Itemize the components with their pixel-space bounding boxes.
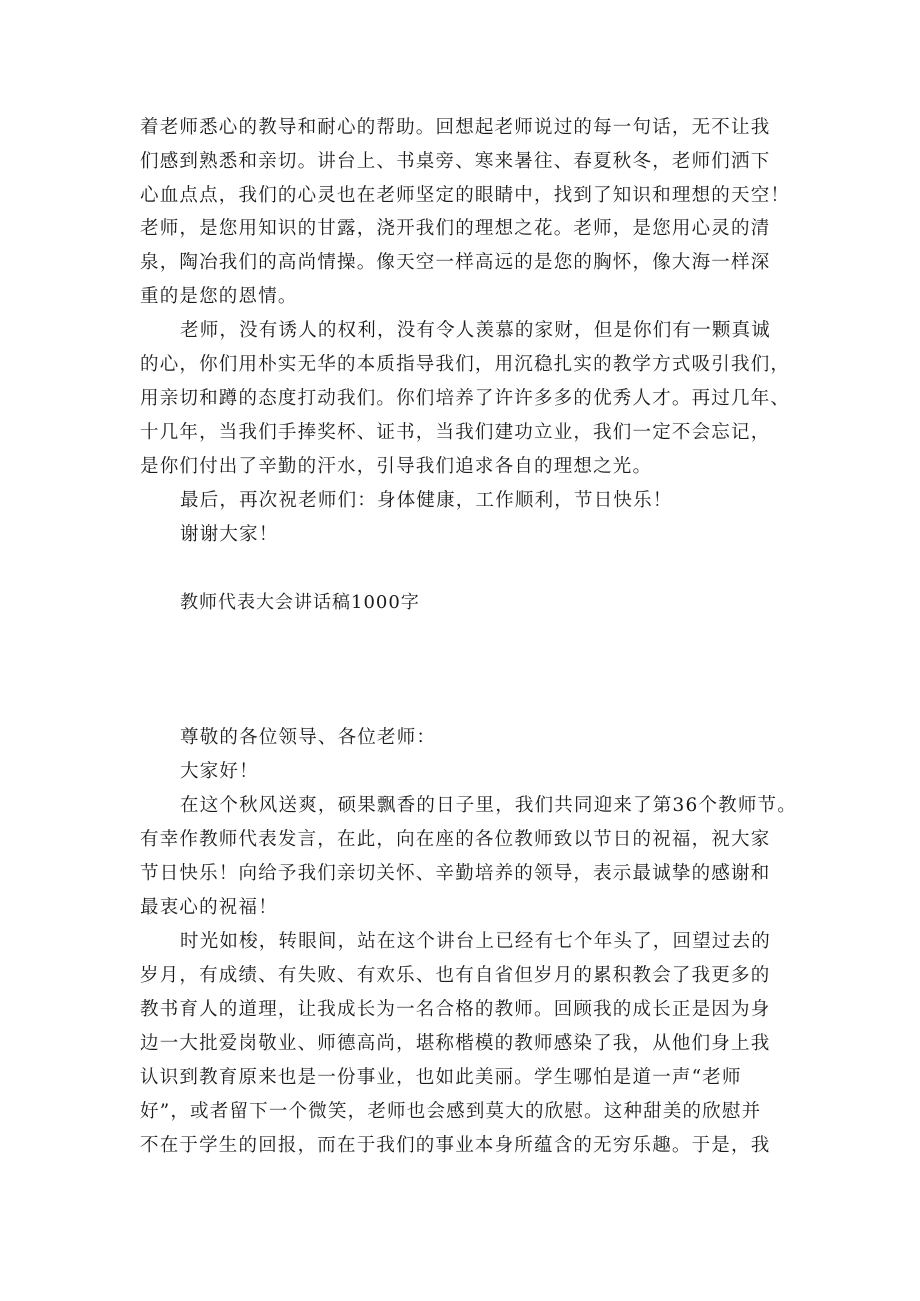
text-line: 不在于学生的回报，而在于我们的事业本身所蕴含的无穷乐趣。于是，我	[140, 1135, 771, 1156]
text-line: 着老师悉心的教导和耐心的帮助。回想起老师说过的每一句话，无不让我	[140, 117, 771, 138]
text-line: 认识到教育原来也是一份事业，也如此美丽。学生哪怕是道一声“老师	[140, 1067, 742, 1088]
text-line: 的心，你们用朴实无华的本质指导我们，用沉稳扎实的教学方式吸引我们，	[140, 354, 790, 375]
text-line: 老师，没有诱人的权利，没有令人羡慕的家财，但是你们有一颗真诚	[180, 320, 772, 341]
closing-wishes: 最后，再次祝老师们：身体健康，工作顺利，节日快乐！	[180, 490, 673, 511]
text-line: 心血点点，我们的心灵也在老师坚定的眼睛中，找到了知识和理想的天空！	[140, 185, 790, 206]
text-line: 岁月，有成绩、有失败、有欢乐、也有自省但岁月的累积教会了我更多的	[140, 965, 771, 986]
text-line: 是你们付出了辛勤的汗水，引导我们追求各自的理想之光。	[140, 456, 653, 477]
thanks-line: 谢谢大家！	[180, 524, 279, 545]
text-line: 泉，陶冶我们的高尚情操。像天空一样高远的是您的胸怀，像大海一样深	[140, 252, 771, 273]
text-line: 好”，或者留下一个微笑，老师也会感到莫大的欣慰。这种甜美的欣慰并	[140, 1101, 762, 1122]
text-line: 在这个秋风送爽，硕果飘香的日子里，我们共同迎来了第36个教师节。	[180, 795, 797, 816]
text-line: 最衷心的祝福！	[140, 897, 278, 918]
text-line: 十几年，当我们手捧奖杯、证书，当我们建功立业，我们一定不会忘记，	[140, 422, 771, 443]
text-line: 用亲切和蹲的态度打动我们。你们培养了许许多多的优秀人才。再过几年、	[140, 388, 790, 409]
text-line: 边一大批爱岗敬业、师德高尚，堪称楷模的教师感染了我，从他们身上我	[140, 1033, 771, 1054]
text-line: 老师，是您用知识的甘露，浇开我们的理想之花。老师，是您用心灵的清	[140, 218, 771, 239]
greeting-line: 尊敬的各位领导、各位老师：	[180, 727, 437, 748]
text-line: 们感到熟悉和亲切。讲台上、书桌旁、寒来暑往、春夏秋冬，老师们洒下	[140, 151, 771, 172]
hello-line: 大家好！	[180, 761, 259, 782]
text-line: 时光如梭，转眼间，站在这个讲台上已经有七个年头了，回望过去的	[180, 931, 772, 952]
text-line: 教书育人的道理，让我成长为一名合格的教师。回顾我的成长正是因为身	[140, 999, 771, 1020]
article-title: 教师代表大会讲话稿1000字	[180, 592, 420, 613]
text-line: 重的是您的恩情。	[140, 286, 298, 307]
text-line: 节日快乐！向给予我们亲切关怀、辛勤培养的领导，表示最诚挚的感谢和	[140, 863, 771, 884]
text-line: 有幸作教师代表发言，在此，向在座的各位教师致以节日的祝福，祝大家	[140, 829, 771, 850]
